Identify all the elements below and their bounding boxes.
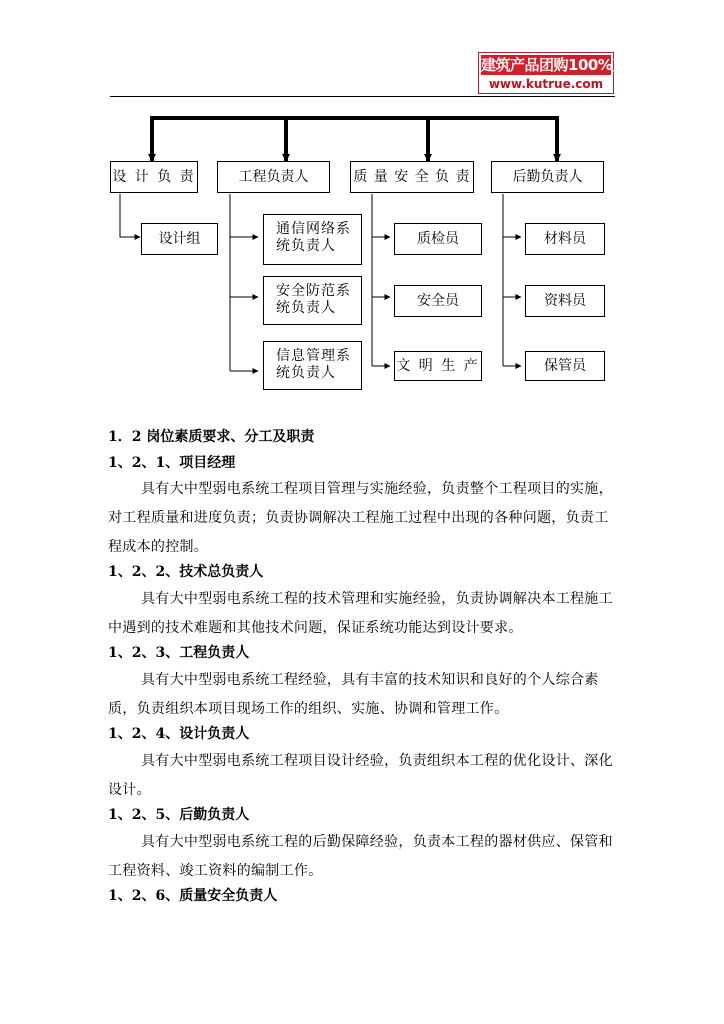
item-body-4: 具有大中型弱电系统工程项目设计经验，负责组织本工程的优化设计、深化设计。 [108, 753, 613, 798]
box-design-lead: 设 计 负 责 [110, 161, 198, 193]
box-materials-clerk: 材料员 [525, 223, 605, 255]
logo-url: www.kutrue.com [488, 77, 604, 91]
box-storekeeper: 保管员 [525, 351, 605, 381]
box-documents-clerk: 资料员 [525, 285, 605, 317]
item-body-1: 具有大中型弱电系统工程项目管理与实施经验，负责整个工程项目的实施，对工程质量和进度负责；负责协调解决工程施工过程中出现的各种问题，负责工程成本的控制。 [108, 481, 613, 555]
box-engineering-lead: 工程负责人 [217, 161, 330, 193]
box-info-mgmt-lead: 信息管理系统负责人 [263, 341, 362, 390]
item-title-3: 1、2、3、工程负责人 [108, 645, 250, 661]
item-body-3: 具有大中型弱电系统工程经验，具有丰富的技术知识和良好的个人综合素质，负责组织本项目现场工作的组织、实施、协调和管理工作。 [108, 672, 599, 717]
box-civilized-production: 文 明 生 产 [394, 351, 482, 381]
box-security-system-lead: 安全防范系统负责人 [263, 276, 362, 325]
box-comm-network-lead: 通信网络系统负责人 [263, 214, 362, 265]
box-logistics-lead: 后勤负责人 [491, 161, 604, 193]
logo-slogan: 建筑产品团购100%正品 [481, 56, 642, 74]
item-body-5: 具有大中型弱电系统工程的后勤保障经验，负责本工程的器材供应、保管和工程资料、竣工资料的编制工作。 [108, 834, 613, 879]
section-heading: 1．2 岗位素质要求、分工及职责 [108, 429, 315, 445]
box-safety-officer: 安全员 [394, 285, 482, 317]
item-title-2: 1、2、2、技术总负责人 [108, 564, 264, 580]
item-title-5: 1、2、5、后勤负责人 [108, 807, 250, 823]
item-title-6: 1、2、6、质量安全负责人 [108, 888, 278, 904]
box-quality-inspector: 质检员 [394, 223, 482, 255]
item-body-2: 具有大中型弱电系统工程的技术管理和实施经验，负责协调解决本工程施工中遇到的技术难题和其他技术问题，保证系统功能达到设计要求。 [108, 591, 613, 636]
box-design-group: 设计组 [141, 223, 218, 255]
org-chart-connectors [0, 0, 724, 400]
item-title-4: 1、2、4、设计负责人 [108, 726, 250, 742]
box-quality-safety-lead: 质 量 安 全 负 责 [350, 161, 474, 193]
item-title-1: 1、2、1、项目经理 [108, 455, 236, 471]
